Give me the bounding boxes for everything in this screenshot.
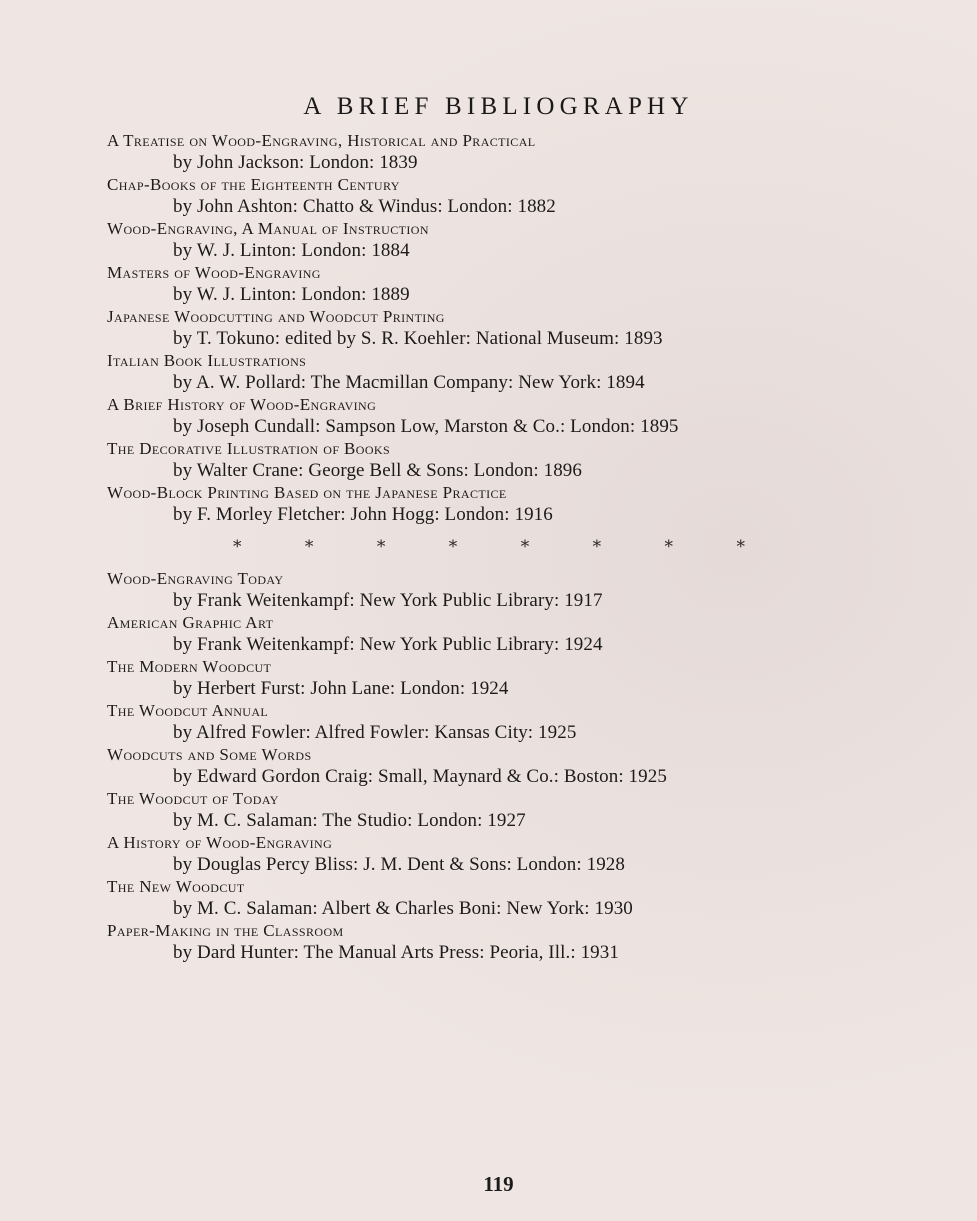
- bibliography-entry: [107, 394, 867, 438]
- bibliography-entry: [107, 832, 867, 876]
- entry-byline: by Alfred Fowler: Alfred Fowler: Kansas City: 1925: [173, 722, 577, 743]
- bibliography-entry: [107, 262, 867, 306]
- bibliography-entry: [107, 920, 867, 964]
- bibliography-list: [107, 130, 867, 964]
- entry-title: Woodcuts and Some Words: [107, 745, 312, 764]
- entry-byline: by F. Morley Fletcher: John Hogg: London: 1916: [173, 504, 553, 525]
- asterisk: *: [376, 537, 386, 557]
- entry-byline: by Herbert Furst: John Lane: London: 1924: [173, 678, 509, 699]
- entry-title: The Modern Woodcut: [107, 657, 272, 676]
- entry-title: Japanese Woodcutting and Woodcut Printing: [107, 307, 445, 326]
- entry-title: Masters of Wood-Engraving: [107, 263, 321, 282]
- entry-byline: by W. J. Linton: London: 1889: [173, 284, 410, 305]
- entry-byline: by Edward Gordon Craig: Small, Maynard & Co.: Boston: 1925: [173, 766, 667, 787]
- asterisk: *: [233, 537, 242, 557]
- entry-title: The Decorative Illustration of Books: [107, 439, 391, 458]
- entry-byline: by M. C. Salaman: The Studio: London: 1927: [173, 810, 526, 831]
- entry-byline: by Walter Crane: George Bell & Sons: London: 1896: [173, 460, 583, 481]
- asterism-separator: [233, 526, 745, 568]
- entry-byline: by Frank Weitenkampf: New York Public Library: 1924: [173, 634, 603, 655]
- entry-byline: by Frank Weitenkampf: New York Public Library: 1917: [173, 590, 603, 611]
- entry-title: The New Woodcut: [107, 877, 245, 896]
- entry-byline: by John Jackson: London: 1839: [173, 152, 418, 173]
- entry-title: Chap-Books of the Eighteenth Century: [107, 175, 400, 194]
- bibliography-entry: [107, 482, 867, 526]
- asterisk: *: [736, 537, 745, 557]
- entry-byline: by John Ashton: Chatto & Windus: London: 1882: [173, 196, 556, 217]
- entry-byline: by A. W. Pollard: The Macmillan Company: New York: 1894: [173, 372, 645, 393]
- entry-title: A Treatise on Wood-Engraving, Historical and Practical: [107, 131, 536, 150]
- entry-byline: by W. J. Linton: London: 1884: [173, 240, 410, 261]
- bibliography-entry: [107, 612, 867, 656]
- entry-byline: by Dard Hunter: The Manual Arts Press: Peoria, Ill.: 1931: [173, 942, 619, 963]
- bibliography-entry: [107, 656, 867, 700]
- asterisk: *: [520, 537, 530, 557]
- asterisk: *: [664, 537, 674, 557]
- entry-byline: by M. C. Salaman: Albert & Charles Boni: New York: 1930: [173, 898, 633, 919]
- entry-title: Wood-Engraving Today: [107, 569, 284, 588]
- bibliography-entry: [107, 174, 867, 218]
- bibliography-entry: [107, 350, 867, 394]
- entry-title: Wood-Block Printing Based on the Japanese Practice: [107, 483, 507, 502]
- entry-byline: by T. Tokuno: edited by S. R. Koehler: National Museum: 1893: [173, 328, 663, 349]
- bibliography-entry: [107, 700, 867, 744]
- bibliography-entry: [107, 744, 867, 788]
- entry-byline: by Douglas Percy Bliss: J. M. Dent & Sons: London: 1928: [173, 854, 626, 875]
- entry-title: The Woodcut Annual: [107, 701, 269, 720]
- page-number: 119: [483, 1172, 514, 1196]
- bibliography-entry: [107, 876, 867, 920]
- entry-title: American Graphic Art: [107, 613, 274, 632]
- bibliography-entry: [107, 130, 867, 174]
- entry-title: Italian Book Illustrations: [107, 351, 307, 370]
- bibliography-entry: [107, 788, 867, 832]
- bibliography-entry: [107, 568, 867, 612]
- page-title: A BRIEF BIBLIOGRAPHY: [303, 92, 694, 120]
- entry-title: Paper-Making in the Classroom: [107, 921, 344, 940]
- entry-byline: by Joseph Cundall: Sampson Low, Marston & Co.: London: 1895: [173, 416, 679, 437]
- bibliography-entry: [107, 438, 867, 482]
- asterisk: *: [592, 537, 602, 557]
- asterisk: *: [304, 537, 314, 557]
- entry-title: Wood-Engraving, A Manual of Instruction: [107, 219, 429, 238]
- entry-title: A Brief History of Wood-Engraving: [107, 395, 377, 414]
- asterisk: *: [448, 537, 458, 557]
- bibliography-entry: [107, 218, 867, 262]
- entry-title: The Woodcut of Today: [107, 789, 279, 808]
- entry-title: A History of Wood-Engraving: [107, 833, 333, 852]
- bibliography-entry: [107, 306, 867, 350]
